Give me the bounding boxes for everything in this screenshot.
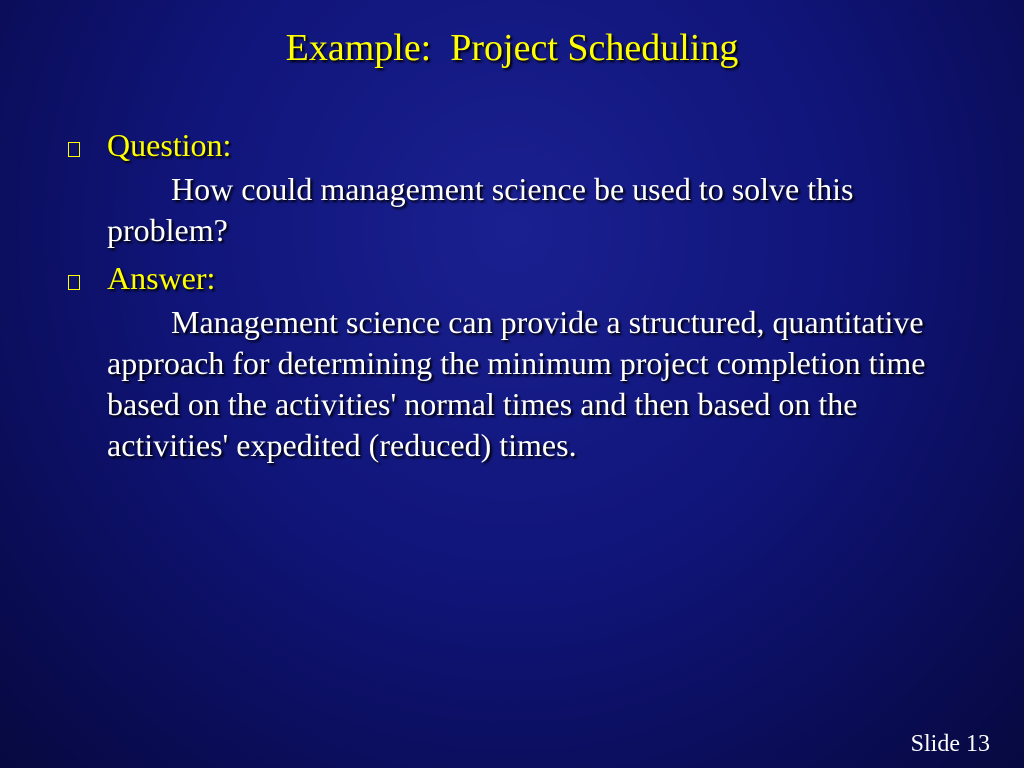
slide-content: [62, 123, 942, 471]
slide-title: Example: Project Scheduling: [285, 27, 739, 69]
question-label: Question:: [107, 127, 232, 163]
square-bullet-icon: [68, 275, 80, 290]
question-text: How could management science be used to solve this problem?: [107, 171, 854, 248]
question-item: [62, 123, 942, 251]
answer-label: Answer:: [107, 260, 216, 296]
answer-item: [62, 256, 942, 466]
answer-text: Management science can provide a structured, quantitative approach for determining the minimum project completion time based on the activities' normal times and then based on the activities' expedited (reduced) times.: [107, 304, 926, 463]
square-bullet-icon: [68, 142, 80, 157]
slide-number: Slide 13: [910, 731, 990, 757]
